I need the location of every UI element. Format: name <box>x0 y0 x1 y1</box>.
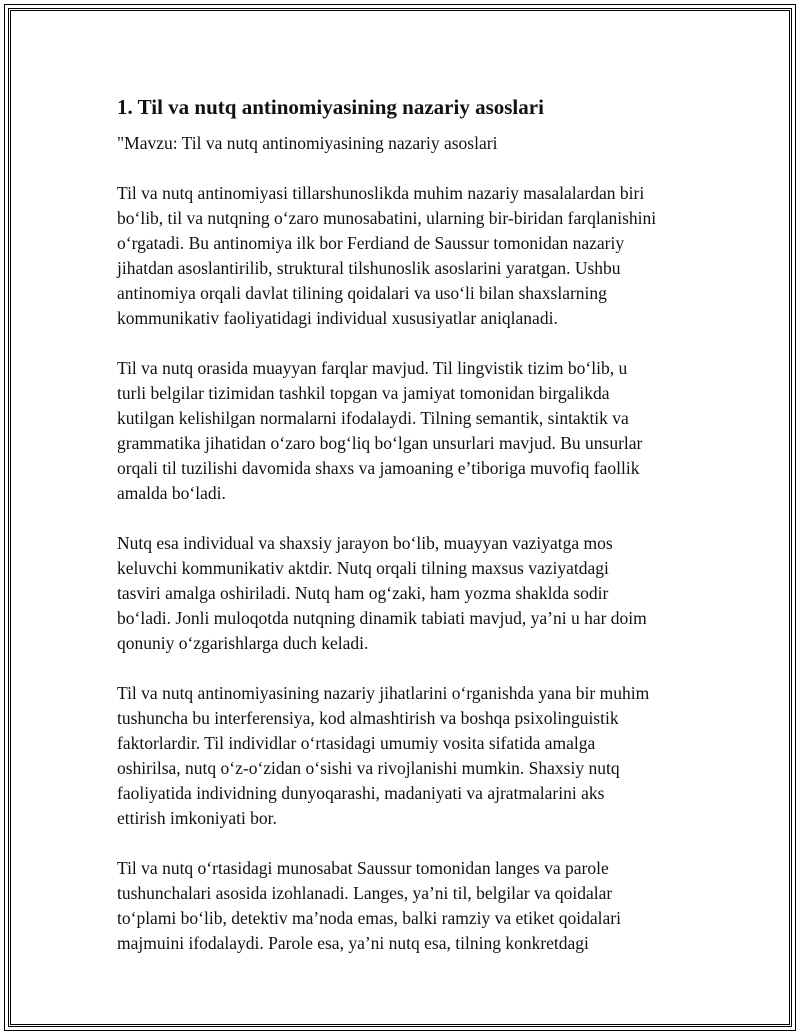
text-line: faktorlardir. Til individlar oʻrtasidagi umumiy vosita sifatida amalga <box>117 733 596 753</box>
text-line: Til va nutq antinomiyasining nazariy jihatlarini oʻrganishda yana bir muhim <box>117 683 650 703</box>
text-line: amalda boʻladi. <box>117 483 226 503</box>
text-line: Til va nutq orasida muayyan farqlar mavjud. Til lingvistik tizim boʻlib, u <box>117 358 628 378</box>
text-line: oʻrgatadi. Bu antinomiya ilk bor Ferdiand de Saussur tomonidan nazariy <box>117 233 625 253</box>
text-line: kommunikativ faoliyatidagi individual xususiyatlar aniqlanadi. <box>117 308 558 328</box>
paragraph-5 <box>117 856 707 956</box>
text-line: boʻlib, til va nutqning oʻzaro munosabatini, ularning bir-biridan farqlanishini <box>117 208 657 228</box>
text-line: tushunchalari asosida izohlanadi. Langes, yaʼni til, belgilar va qoidalar <box>117 883 613 903</box>
text-line: boʻladi. Jonli muloqotda nutqning dinamik tabiati mavjud, yaʼni u har doim <box>117 608 647 628</box>
text-line: faoliyatida individning dunyoqarashi, madaniyati va ajratmalarini aks <box>117 783 605 803</box>
text-line: toʻplami boʻlib, detektiv maʼnoda emas, balki ramziy va etiket qoidalari <box>117 908 621 928</box>
text-line: kutilgan kelishilgan normalarni ifodalaydi. Tilning semantik, sintaktik va <box>117 408 629 428</box>
paragraph-3 <box>117 531 707 656</box>
text-line: Nutq esa individual va shaxsiy jarayon boʻlib, muayyan vaziyatga mos <box>117 533 613 553</box>
text-line: ettirish imkoniyati bor. <box>117 808 277 828</box>
text-line: tushuncha bu interferensiya, kod almashtirish va boshqa psixolinguistik <box>117 708 619 728</box>
text-line: grammatika jihatidan oʻzaro bogʻliq boʻlgan unsurlari mavjud. Bu unsurlar <box>117 433 643 453</box>
text-line: Til va nutq oʻrtasidagi munosabat Saussur tomonidan langes va parole <box>117 858 609 878</box>
text-line: tasviri amalga oshiriladi. Nutq ham ogʻzaki, ham yozma shaklda sodir <box>117 583 609 603</box>
text-line: qonuniy oʻzgarishlarga duch keladi. <box>117 633 369 653</box>
text-line: majmuini ifodalaydi. Parole esa, yaʼni nutq esa, tilning konkretdagi <box>117 933 589 953</box>
text-line: oshirilsa, nutq oʻz-oʻzidan oʻsishi va rivojlanishi mumkin. Shaxsiy nutq <box>117 758 620 778</box>
text-line: turli belgilar tizimidan tashkil topgan va jamiyat tomonidan birgalikda <box>117 383 610 403</box>
body-text <box>117 181 707 981</box>
paragraph-4 <box>117 681 707 831</box>
text-line: jihatdan asoslantirilib, struktural tilshunoslik asoslarini yaratgan. Ushbu <box>117 258 621 278</box>
text-line: Til va nutq antinomiyasi tillarshunoslikda muhim nazariy masalalardan biri <box>117 183 645 203</box>
section-heading: 1. Til va nutq antinomiyasining nazariy asoslari <box>117 95 544 119</box>
subject-line: "Mavzu: Til va nutq antinomiyasining nazariy asoslari <box>117 133 498 153</box>
paragraph-2 <box>117 356 707 506</box>
text-line: keluvchi kommunikativ aktdir. Nutq orqali tilning maxsus vaziyatdagi <box>117 558 609 578</box>
text-line: antinomiya orqali davlat tilining qoidalari va usoʻli bilan shaxslarning <box>117 283 607 303</box>
paragraph-1 <box>117 181 707 331</box>
text-line: orqali til tuzilishi davomida shaxs va jamoaning eʼtiboriga muvofiq faollik <box>117 458 640 478</box>
